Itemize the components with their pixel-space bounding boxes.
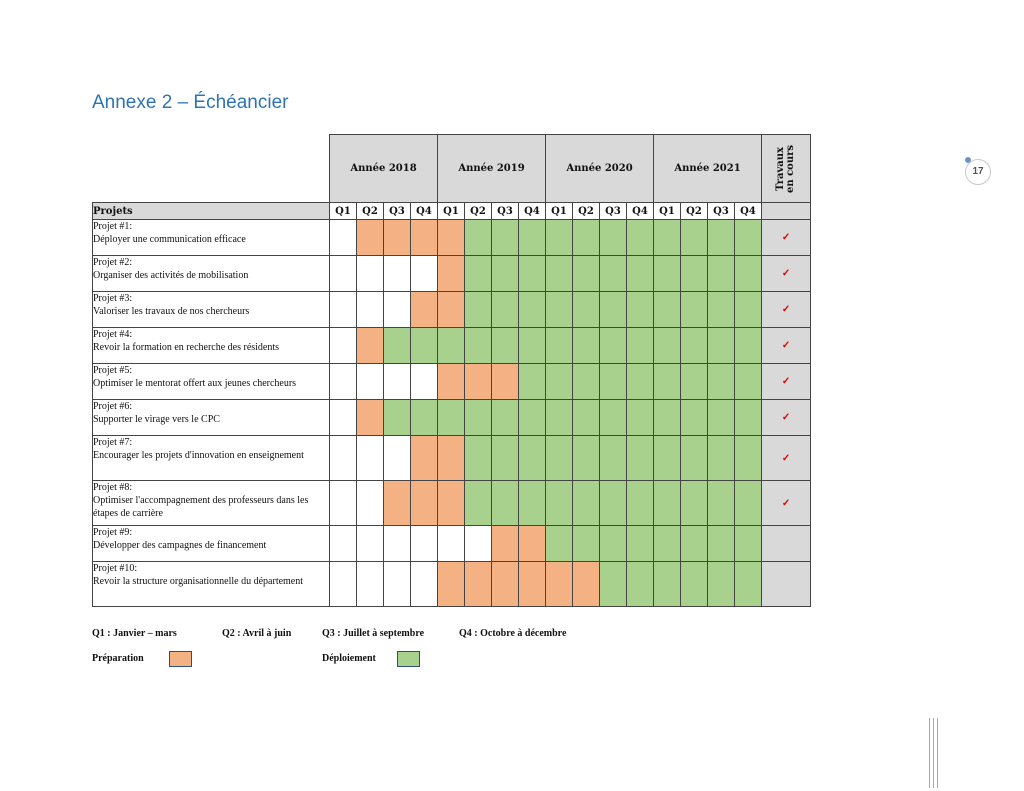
deployment-cell [627, 364, 654, 400]
deployment-cell [465, 400, 492, 436]
deployment-cell [465, 328, 492, 364]
empty-cell [384, 526, 411, 562]
deployment-cell [519, 400, 546, 436]
quarter-header-cell: Q4 [519, 203, 546, 220]
in-progress-cell [762, 562, 811, 607]
preparation-cell [411, 481, 438, 526]
empty-cell [384, 436, 411, 481]
preparation-cell [411, 436, 438, 481]
deployment-cell [735, 364, 762, 400]
deployment-cell [492, 292, 519, 328]
project-name: Valoriser les travaux de nos chercheurs [93, 306, 250, 317]
quarter-header-cell: Q2 [573, 203, 600, 220]
year-2018-header: Année 2018 [330, 135, 438, 203]
deployment-cell [735, 562, 762, 607]
quarter-header-cell: Q3 [492, 203, 519, 220]
empty-cell [384, 256, 411, 292]
deployment-cell [573, 526, 600, 562]
preparation-cell [519, 526, 546, 562]
project-id: Projet #2: [93, 257, 133, 268]
quarter-header-cell: Q1 [438, 203, 465, 220]
project-row [93, 328, 811, 364]
empty-cell [384, 292, 411, 328]
deployment-cell [627, 292, 654, 328]
empty-cell [330, 436, 357, 481]
deployment-cell [681, 562, 708, 607]
project-label [93, 481, 330, 526]
project-id: Projet #7: [93, 437, 133, 448]
empty-cell [330, 220, 357, 256]
empty-cell [357, 562, 384, 607]
deployment-cell [546, 400, 573, 436]
preparation-cell [465, 562, 492, 607]
empty-cell [330, 364, 357, 400]
deployment-cell [681, 292, 708, 328]
empty-cell [384, 364, 411, 400]
quarter-header-cell: Q3 [384, 203, 411, 220]
project-name: Supporter le virage vers le CPC [93, 414, 220, 425]
project-id: Projet #8: [93, 482, 133, 493]
deployment-cell [627, 526, 654, 562]
year-header-row [93, 135, 811, 203]
deployment-cell [681, 400, 708, 436]
quarter-header-row [93, 203, 811, 220]
project-id: Projet #6: [93, 401, 133, 412]
empty-cell [330, 400, 357, 436]
deployment-cell [708, 328, 735, 364]
deployment-cell [708, 364, 735, 400]
project-label [93, 562, 330, 607]
deployment-cell [708, 481, 735, 526]
deployment-cell [573, 292, 600, 328]
deployment-cell [654, 481, 681, 526]
project-name: Revoir la formation en recherche des résidents [93, 342, 280, 353]
project-label [93, 292, 330, 328]
deployment-cell [708, 220, 735, 256]
empty-cell [330, 562, 357, 607]
deployment-cell [573, 400, 600, 436]
in-progress-cell [762, 481, 811, 526]
deployment-cell [600, 292, 627, 328]
project-id: Projet #1: [93, 221, 133, 232]
deployment-cell [465, 436, 492, 481]
deployment-cell [708, 562, 735, 607]
in-progress-cell [762, 256, 811, 292]
in-progress-cell [762, 328, 811, 364]
project-row [93, 481, 811, 526]
deployment-cell [654, 562, 681, 607]
deployment-cell [600, 400, 627, 436]
deployment-cell [465, 481, 492, 526]
deployment-cell [573, 220, 600, 256]
project-label [93, 400, 330, 436]
quarter-header-cell: Q2 [465, 203, 492, 220]
deployment-cell [654, 400, 681, 436]
deployment-cell [465, 220, 492, 256]
project-label [93, 220, 330, 256]
deployment-cell [627, 328, 654, 364]
deployment-cell [627, 220, 654, 256]
deployment-cell [573, 436, 600, 481]
empty-cell [438, 526, 465, 562]
quarter-header-cell: Q4 [627, 203, 654, 220]
deployment-cell [708, 436, 735, 481]
deployment-cell [492, 328, 519, 364]
in-progress-header-line1: Travaux [775, 146, 787, 191]
deployment-cell [654, 436, 681, 481]
quarter-header-cell: Q3 [708, 203, 735, 220]
deployment-cell [627, 436, 654, 481]
deployment-cell [735, 328, 762, 364]
preparation-cell [492, 562, 519, 607]
quarter-header-cell: Q4 [735, 203, 762, 220]
empty-cell [357, 256, 384, 292]
empty-cell [357, 436, 384, 481]
empty-cell [357, 526, 384, 562]
empty-cell [357, 364, 384, 400]
checkmark-icon: ✓ [781, 412, 791, 423]
in-progress-cell [762, 436, 811, 481]
deployment-cell [438, 400, 465, 436]
deployment-cell [411, 328, 438, 364]
deployment-cell [627, 481, 654, 526]
deployment-cell [546, 292, 573, 328]
project-label [93, 526, 330, 562]
deployment-cell [465, 292, 492, 328]
project-name: Développer des campagnes de financement [93, 540, 267, 551]
checkmark-icon: ✓ [781, 376, 791, 387]
project-label [93, 256, 330, 292]
deployment-cell [411, 400, 438, 436]
deployment-cell [708, 256, 735, 292]
empty-cell [330, 292, 357, 328]
year-2020-header: Année 2020 [546, 135, 654, 203]
preparation-cell [384, 481, 411, 526]
in-progress-header [762, 135, 811, 203]
deployment-cell [546, 256, 573, 292]
checkmark-icon: ✓ [781, 340, 791, 351]
preparation-cell [546, 562, 573, 607]
empty-cell [357, 481, 384, 526]
deployment-cell [735, 400, 762, 436]
project-id: Projet #4: [93, 329, 133, 340]
project-label [93, 436, 330, 481]
legend-q1: Q1 : Janvier – mars [92, 628, 177, 639]
deployment-cell [519, 328, 546, 364]
deployment-cell [492, 481, 519, 526]
deployment-cell [654, 526, 681, 562]
preparation-cell [573, 562, 600, 607]
deployment-cell [519, 364, 546, 400]
checkmark-icon: ✓ [781, 232, 791, 243]
deployment-cell [465, 256, 492, 292]
deployment-cell [546, 436, 573, 481]
preparation-cell [411, 292, 438, 328]
deployment-cell [546, 328, 573, 364]
quarter-header-cell: Q2 [681, 203, 708, 220]
deployment-cell [573, 328, 600, 364]
preparation-cell [357, 328, 384, 364]
deployment-cell [546, 526, 573, 562]
deployment-cell [600, 526, 627, 562]
deployment-cell [519, 481, 546, 526]
empty-cell [330, 526, 357, 562]
deployment-cell [627, 400, 654, 436]
deployment-cell [600, 328, 627, 364]
deployment-cell [681, 364, 708, 400]
year-2019-header: Année 2019 [438, 135, 546, 203]
checkmark-icon: ✓ [781, 452, 791, 464]
checkmark-icon: ✓ [781, 268, 791, 279]
empty-cell [384, 562, 411, 607]
deployment-cell [546, 481, 573, 526]
project-row [93, 562, 811, 607]
deployment-cell [600, 481, 627, 526]
empty-cell [357, 292, 384, 328]
deployment-cell [573, 256, 600, 292]
project-id: Projet #9: [93, 527, 133, 538]
project-label [93, 328, 330, 364]
deployment-cell [735, 481, 762, 526]
project-name: Optimiser l'accompagnement des professeurs dans les étapes de carrière [93, 495, 309, 519]
empty-cell [411, 256, 438, 292]
preparation-cell [465, 364, 492, 400]
deployment-cell [735, 292, 762, 328]
quarter-header-cell: Q4 [411, 203, 438, 220]
deployment-cell [681, 256, 708, 292]
page-number-badge: 17 [965, 159, 991, 185]
deployment-cell [627, 562, 654, 607]
preparation-cell [384, 220, 411, 256]
deployment-cell [492, 400, 519, 436]
deployment-cell [708, 400, 735, 436]
deployment-cell [654, 256, 681, 292]
deployment-cell [735, 256, 762, 292]
preparation-cell [492, 364, 519, 400]
legend-preparation-label: Préparation [92, 653, 144, 664]
project-name: Organiser des activités de mobilisation [93, 270, 249, 281]
preparation-cell [438, 481, 465, 526]
deployment-cell [519, 220, 546, 256]
deployment-cell [600, 256, 627, 292]
quarter-header-cell: Q1 [654, 203, 681, 220]
deployment-cell [492, 256, 519, 292]
preparation-cell [357, 220, 384, 256]
projets-header: Projets [93, 203, 330, 220]
deployment-cell [681, 328, 708, 364]
project-name: Optimiser le mentorat offert aux jeunes chercheurs [93, 378, 297, 389]
deployment-cell [438, 328, 465, 364]
deployment-cell [600, 436, 627, 481]
deployment-cell [681, 220, 708, 256]
schedule-table [92, 134, 811, 607]
deployment-cell [735, 436, 762, 481]
project-name: Revoir la structure organisationnelle du département [93, 576, 304, 587]
empty-cell [330, 256, 357, 292]
preparation-cell [519, 562, 546, 607]
deployment-cell [681, 526, 708, 562]
project-row [93, 526, 811, 562]
project-id: Projet #5: [93, 365, 133, 376]
preparation-cell [438, 256, 465, 292]
preparation-cell [438, 562, 465, 607]
empty-cell [330, 328, 357, 364]
empty-cell [465, 526, 492, 562]
legend-deploiement-swatch [397, 651, 420, 667]
deployment-cell [573, 481, 600, 526]
decorative-lines [929, 718, 939, 788]
deployment-cell [735, 526, 762, 562]
deployment-cell [654, 328, 681, 364]
deployment-cell [654, 292, 681, 328]
preparation-cell [411, 220, 438, 256]
deployment-cell [546, 364, 573, 400]
legend-q4: Q4 : Octobre à décembre [459, 628, 567, 639]
deployment-cell [492, 220, 519, 256]
deployment-cell [519, 292, 546, 328]
year-2021-header: Année 2021 [654, 135, 762, 203]
preparation-cell [357, 400, 384, 436]
project-name: Déployer une communication efficace [93, 234, 246, 245]
preparation-cell [492, 526, 519, 562]
deployment-cell [654, 220, 681, 256]
deployment-cell [600, 220, 627, 256]
empty-cell [411, 526, 438, 562]
deployment-cell [708, 292, 735, 328]
in-progress-cell [762, 292, 811, 328]
preparation-cell [438, 220, 465, 256]
quarter-header-cell: Q2 [357, 203, 384, 220]
preparation-cell [438, 436, 465, 481]
deployment-cell [384, 328, 411, 364]
project-row [93, 256, 811, 292]
deployment-cell [600, 364, 627, 400]
quarter-header-cell: Q1 [546, 203, 573, 220]
deployment-cell [654, 364, 681, 400]
preparation-cell [438, 364, 465, 400]
empty-cell [330, 481, 357, 526]
quarter-header-cell: Q3 [600, 203, 627, 220]
deployment-cell [519, 436, 546, 481]
legend-deploiement-label: Déploiement [322, 653, 376, 664]
checkmark-icon: ✓ [781, 497, 791, 509]
empty-cell [411, 364, 438, 400]
deployment-cell [384, 400, 411, 436]
in-progress-cell [762, 220, 811, 256]
page-title: Annexe 2 – Échéancier [92, 92, 289, 113]
legend-q3: Q3 : Juillet à septembre [322, 628, 425, 639]
deployment-cell [600, 562, 627, 607]
deployment-cell [627, 256, 654, 292]
deployment-cell [519, 256, 546, 292]
project-label [93, 364, 330, 400]
deployment-cell [735, 220, 762, 256]
project-row [93, 436, 811, 481]
project-id: Projet #10: [93, 563, 138, 574]
deployment-cell [546, 220, 573, 256]
checkmark-icon: ✓ [781, 304, 791, 315]
deployment-cell [573, 364, 600, 400]
preparation-cell [438, 292, 465, 328]
in-progress-header-line2: en cours [785, 144, 797, 193]
in-progress-cell [762, 364, 811, 400]
empty-corner [93, 135, 330, 203]
project-row [93, 220, 811, 256]
deployment-cell [492, 436, 519, 481]
project-name: Encourager les projets d'innovation en enseignement [93, 450, 304, 461]
quarter-header-cell: Q1 [330, 203, 357, 220]
legend-q2: Q2 : Avril à juin [222, 628, 292, 639]
project-row [93, 400, 811, 436]
deployment-cell [681, 436, 708, 481]
project-id: Projet #3: [93, 293, 133, 304]
in-progress-cell [762, 526, 811, 562]
quarter-header-blank [762, 203, 811, 220]
in-progress-cell [762, 400, 811, 436]
project-row [93, 364, 811, 400]
deployment-cell [681, 481, 708, 526]
project-row [93, 292, 811, 328]
empty-cell [411, 562, 438, 607]
legend-preparation-swatch [169, 651, 192, 667]
deployment-cell [708, 526, 735, 562]
